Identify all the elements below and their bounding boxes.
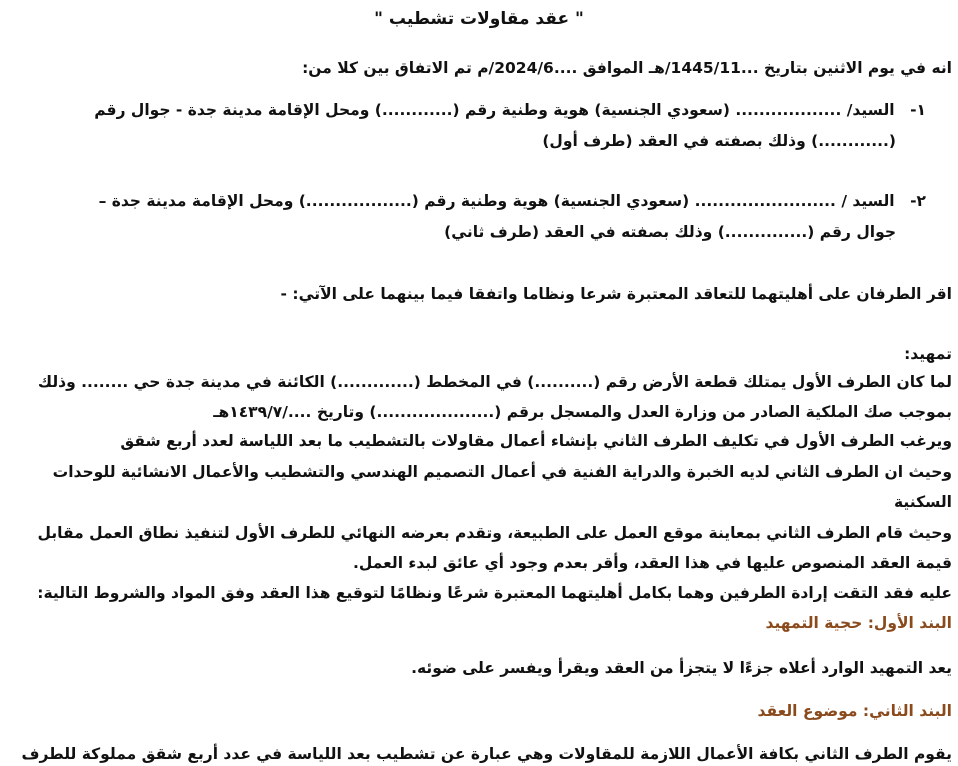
clause-1-heading: البند الأول: حجية التمهيد	[765, 614, 952, 632]
party-2-line-1	[6, 190, 926, 212]
preamble-line: وحيث قام الطرف الثاني بمعاينة موقع العمل على الطبيعة، وتقدم بعرضه النهائي للطرف الأول لتنفيذ نطاق العمل مقابل	[37, 524, 952, 542]
preamble-line: عليه فقد التقت إرادة الطرفين وهما بكامل أهليتهما المعتبرة شرعًا ونظامًا لتوقيع هذا العقد وفق المواد والشروط التالية:	[37, 584, 952, 602]
preamble-line: ويرغب الطرف الأول في تكليف الطرف الثاني بإنشاء أعمال مقاولات بالتشطيب ما بعد اللياسة لعدد أربع شقق	[120, 432, 952, 450]
party-1-line-2: (............) وذلك بصفته في العقد (طرف أول)	[542, 132, 896, 150]
clause-2-text: يقوم الطرف الثاني بكافة الأعمال اللازمة للمقاولات وهي عبارة عن تشطيب بعد اللياسة في عدد أربع شقق مملوكة للطرف	[21, 745, 952, 763]
preamble-line: لما كان الطرف الأول يمتلك قطعة الأرض رقم (..........) في المخطط (.............) الكائنة في مدينة جدة حي ........ وذلك	[37, 373, 952, 391]
party-1-number: ١-	[910, 101, 926, 119]
preamble-line: بموجب صك الملكية الصادر من وزارة العدل والمسجل برقم (....................) وتاريخ ..../١٤٣٩/٧هـ	[213, 403, 952, 421]
clause-2-heading: البند الثاني: موضوع العقد	[757, 702, 952, 720]
acknowledgment-line: اقر الطرفان على أهليتهما للتعاقد المعتبرة شرعا ونظاما واتفقا فيما بينهما على الآتي: -	[280, 285, 952, 303]
party-2-number: ٢-	[910, 192, 926, 210]
preamble-line: وحيث ان الطرف الثاني لديه الخبرة والدراية الفنية في أعمال التصميم الهندسي والتشطيب والأعمال الانشائية للوحدات	[52, 463, 952, 481]
document-title: " عقد مقاولات تشطيب "	[374, 9, 584, 29]
clause-1-text: يعد التمهيد الوارد أعلاه جزءًا لا يتجزأ من العقد ويقرأ ويفسر على ضوئه.	[411, 659, 952, 677]
preamble-line: قيمة العقد المنصوص عليها في هذا العقد، وأقر بعدم وجود أي عائق لبدء العمل.	[353, 554, 952, 572]
party-1-line-1	[6, 99, 926, 121]
intro-line: انه في يوم الاثنين بتاريخ ...1445/11/هـ الموافق ....2024/6/م تم الاتفاق بين كلا من:	[302, 59, 952, 77]
party-1-text-1: السيد/ .................. (سعودي الجنسية) هوية وطنية رقم (............) ومحل الإقامة مدينة جدة - جوال رقم	[94, 101, 895, 119]
party-2-text-1: السيد / ........................ (سعودي الجنسية) هوية وطنية رقم (..................) ومحل الإقامة مدينة جدة –	[98, 192, 895, 210]
preamble-heading: تمهيد:	[904, 345, 952, 363]
preamble-line: السكنية	[894, 493, 952, 511]
party-2-line-2: جوال رقم (..............) وذلك بصفته في العقد (طرف ثاني)	[444, 223, 896, 241]
